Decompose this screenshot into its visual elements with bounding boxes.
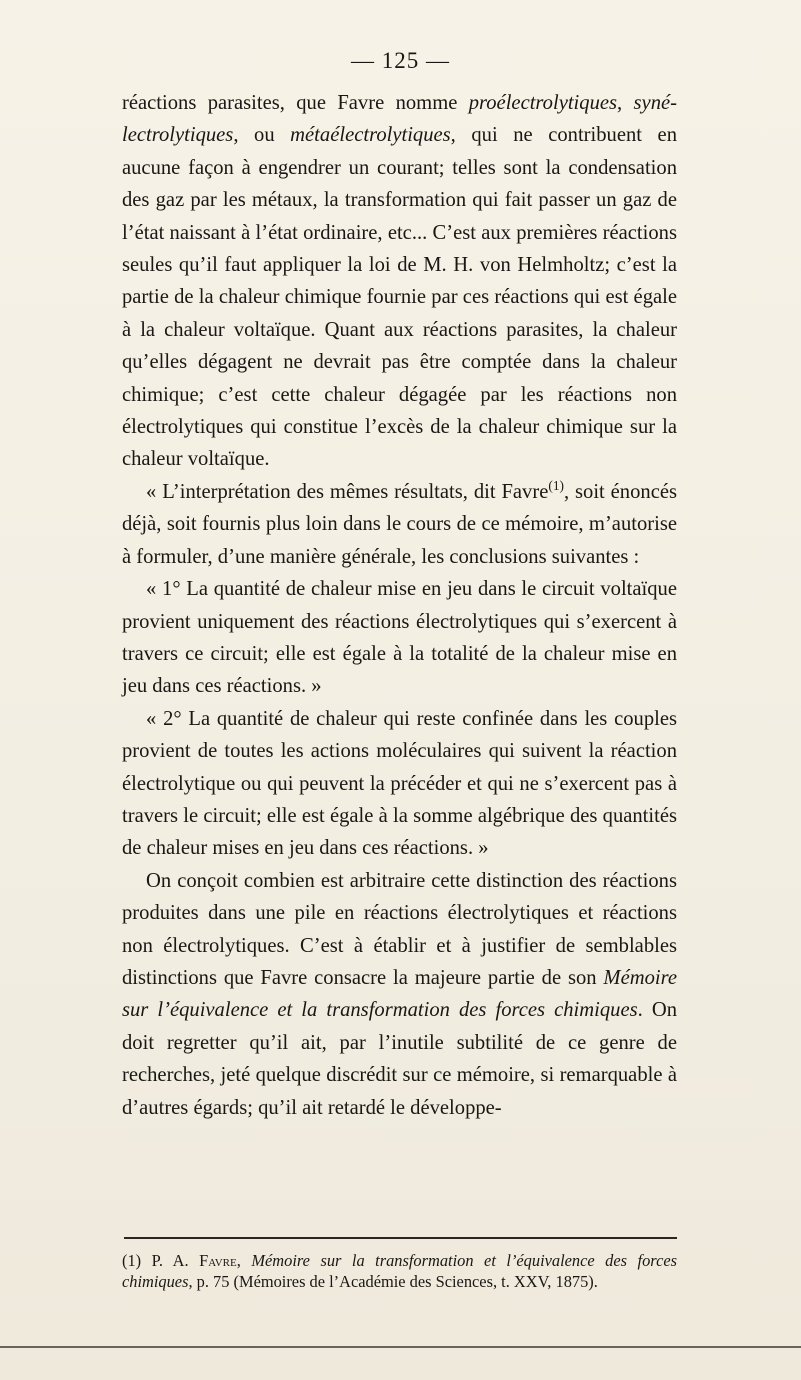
footnote-reference: (1) — [548, 478, 564, 494]
paragraph-1-text-g: , qui ne contribuent en aucune façon à engendrer un courant; telles sont la condensation des gaz par les métaux, la transformation qui fait passer un gaz de l’état naissant à l’état ordinaire, etc... C’est aux premières réactions seules qu’il faut appliquer la loi de M. H. von Helmholtz; c’est la partie de la chaleur chimique fournie par ces réactions qui est égale à la chaleur voltaïque. Quant aux réactions parasites, la chaleur qu’elles dégagent ne devrait pas être comptée dans la chaleur chimique; c’est cette chaleur dégagée par les réactions non électrolytiques qui constitue l’excès de la chaleur chimique sur la chaleur voltaïque. — [122, 124, 677, 471]
footnote-marker: (1) P. A. — [122, 1251, 200, 1270]
footnote-divider — [124, 1237, 677, 1239]
footnote-separator: , — [236, 1251, 252, 1270]
paragraph-4: « 2° La quantité de chaleur qui reste confinée dans les couples provient de toutes les actions moléculaires qui suivent la réaction électrolytique ou qui peuvent la précéder et qui ne s’exercent pas à travers le circuit; elle est égale à la somme algébrique des quantités de chaleur mises en jeu dans ces réactions. » — [122, 707, 677, 860]
footnote-title: Mémoire sur la transformation et l’équivalence des forces chimiques — [122, 1251, 677, 1291]
paragraph-1 — [122, 87, 677, 476]
page-number: — 125 — — [351, 48, 450, 73]
page-bottom-edge — [0, 1346, 801, 1348]
paragraph-3: « 1° La quantité de chaleur mise en jeu dans le circuit voltaïque provient uniquement des réactions électrolytiques qui s’exercent à travers ce circuit; elle est égale à la totalité de la chaleur mise en jeu dans ces réactions. » — [122, 578, 677, 698]
body-text — [122, 87, 677, 1124]
paragraph-2 — [122, 476, 677, 573]
paragraph-5-text-c: . On doit regretter qu’il ait, par l’inutile subtilité de ce genre de recherches, jeté quelque discrédit sur ce mémoire, si remarquable à d’autres égards; qu’il ait retardé le développe- — [122, 999, 677, 1119]
term-metaelectrolytiques: métaélectrolytiques — [290, 124, 451, 147]
paragraph-5 — [122, 865, 677, 1124]
cited-title: Mémoire sur l’équivalence et la transformation des forces chimiques — [122, 966, 677, 1022]
term-proelectrolytiques: proélectrolytiques — [468, 92, 618, 114]
paragraph-1-text-a: réactions parasites, que Favre nomme — [122, 92, 469, 114]
term-synelectrolytiques: synélectrolytiques — [122, 92, 677, 147]
footnote-author: Favre — [199, 1251, 237, 1270]
paragraph-2-text-a: « L’interprétation des mêmes résultats, dit Favre — [146, 480, 549, 503]
paragraph-2-text-b: , soit énoncés déjà, soit fournis plus loin dans le cours de ce mémoire, m’autorise à formuler, d’une manière générale, les conclusions suivantes : — [122, 480, 677, 568]
paragraph-1-text-c: , — [617, 92, 634, 114]
footnote — [122, 1250, 677, 1292]
paragraph-5-text-a: On conçoit combien est arbitraire cette distinction des réactions produites dans une pile en réactions électrolytiques et réactions non électrolytiques. C’est à établir et à justifier de semblables distinctions que Favre consacre la majeure partie de son — [122, 869, 677, 989]
paragraph-1-text-e: , ou — [233, 124, 291, 147]
footnote-rest: , p. 75 (Mémoires de l’Académie des Sciences, t. XXV, 1875). — [188, 1272, 598, 1291]
